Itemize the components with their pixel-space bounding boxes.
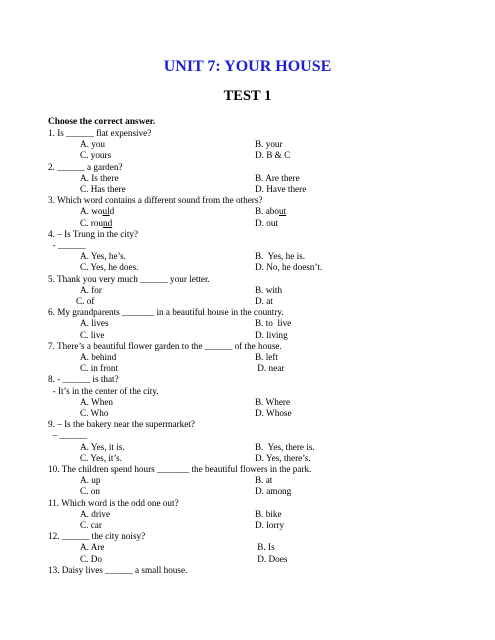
question-line: 9. – Is the bakery near the supermarket?	[48, 419, 195, 430]
option-right: B. at	[255, 475, 273, 486]
option-right: D. Does	[255, 553, 288, 564]
option-left: C. live	[80, 329, 105, 340]
option-left: C. Yes, it’s.	[80, 452, 122, 463]
option-right: B. Where	[255, 396, 291, 407]
option-right: B. your	[255, 139, 283, 150]
option-left: A. Is there	[80, 172, 119, 183]
question-line: 3. Which word contains a different sound from the others?	[48, 195, 263, 206]
option-right: B. left	[255, 352, 278, 362]
option-left: A. Yes, he’s.	[80, 251, 126, 262]
option-right: D. living	[255, 329, 288, 340]
option-right: D. among	[255, 486, 292, 497]
option-left: A. drive	[80, 508, 111, 519]
option-left: C. in front	[80, 363, 119, 374]
option-left: A. When	[80, 396, 113, 407]
question-line: 4. – Is Trung in the city?	[48, 228, 139, 239]
test-title: TEST 1	[223, 88, 272, 104]
option-right: D. Whose	[255, 408, 292, 418]
option-left: C. Do	[80, 553, 102, 564]
option-left: C. Who	[80, 408, 109, 418]
option-right: D. Have there	[255, 184, 307, 194]
option-right: D. out	[255, 217, 278, 228]
option-left: C. round	[80, 217, 113, 228]
instruction-heading: Choose the correct answer.	[48, 117, 156, 127]
option-right: D. No, he doesn’t.	[255, 262, 323, 273]
option-right: B. Is	[255, 542, 275, 553]
option-right: B. Yes, he is.	[255, 251, 306, 262]
option-right: D. at	[255, 296, 273, 306]
option-right: B. Are there	[255, 172, 300, 183]
option-left: A. Yes, it is.	[80, 441, 125, 452]
option-left: A. for	[80, 284, 102, 295]
option-left: C. Yes, he does.	[80, 262, 139, 273]
question-line: 12. ______ the city noisy?	[48, 531, 146, 542]
option-left: A. Are	[80, 542, 105, 553]
question-line: 5. Thank you very much ______ your letter.	[48, 273, 210, 284]
option-right: B. Yes, there is.	[255, 441, 315, 452]
option-left: A. lives	[80, 318, 109, 329]
question-line: 10. The children spend hours _______ the beautiful flowers in the park.	[48, 464, 312, 474]
question-line: - It’s in the center of the city.	[48, 385, 159, 396]
option-right: B. with	[255, 284, 283, 295]
option-right: B. bike	[255, 508, 282, 519]
option-left: C. of	[76, 296, 95, 306]
option-left: A. up	[80, 475, 101, 486]
option-left: C. on	[80, 486, 100, 497]
option-right: B. to live	[255, 318, 292, 329]
question-line: 2. ______ a garden?	[48, 161, 123, 172]
option-right: B. about	[255, 206, 287, 217]
option-left: A. would	[80, 206, 115, 217]
option-right: D. B & C	[255, 150, 291, 161]
question-line: 13. Daisy lives ______ a small house.	[48, 564, 188, 575]
question-line: – ______	[48, 430, 88, 441]
option-left: A. you	[80, 139, 106, 150]
option-right: D. near	[255, 363, 285, 374]
option-right: D. lorry	[255, 520, 285, 530]
question-line: 1. Is ______ flat expensive?	[48, 128, 152, 138]
document-title: UNIT 7: YOUR HOUSE	[163, 58, 332, 75]
option-left: C. Has there	[80, 184, 126, 194]
question-line: 8. - ______ is that?	[48, 374, 119, 385]
option-left: A. behind	[80, 352, 117, 362]
question-line: 6. My grandparents _______ in a beautiful house in the country.	[48, 307, 284, 318]
option-right: D. Yes, there’s.	[255, 452, 311, 463]
option-left: C. yours	[80, 150, 112, 161]
option-left: C. car	[80, 520, 102, 530]
question-line: 11. Which word is the odd one out?	[48, 497, 179, 508]
question-line: - ______	[48, 240, 86, 250]
question-line: 7. There’s a beautiful flower garden to the ______ of the house.	[48, 340, 282, 351]
